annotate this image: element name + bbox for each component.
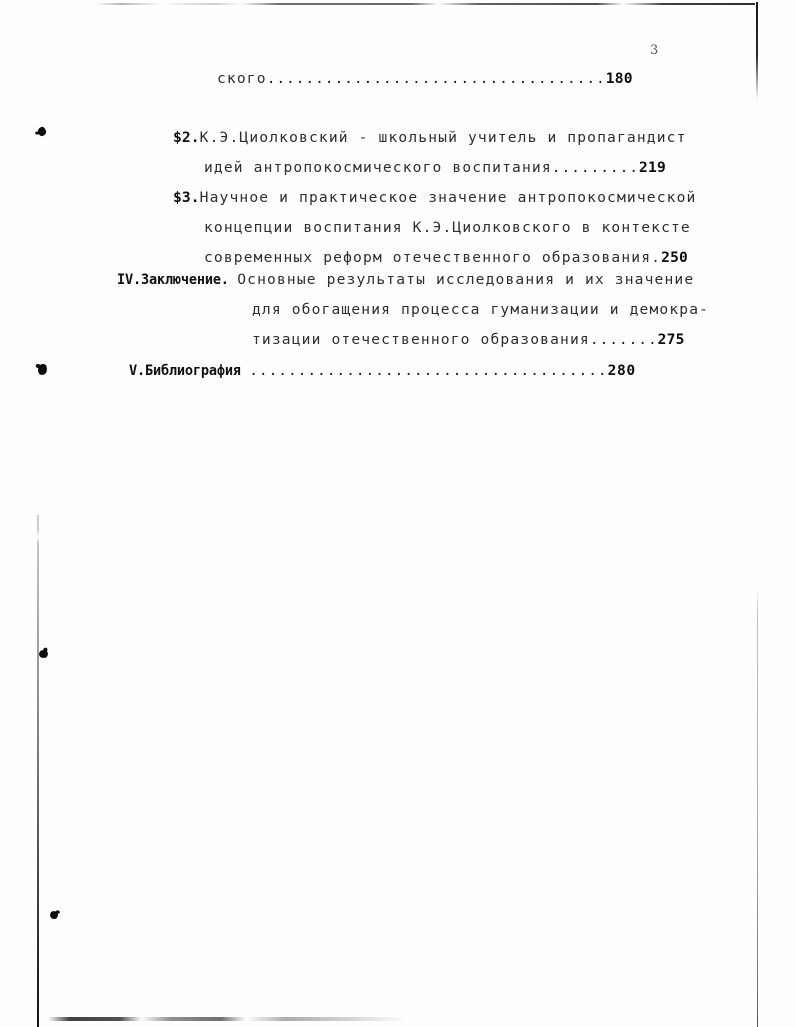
toc-entry-text: К.Э.Циолковский - школьный учитель и пропагандист [199, 129, 687, 146]
ink-mark-icon [49, 910, 60, 921]
toc-entry-label: $3. [173, 189, 200, 206]
toc-entry-text: для обогащения процесса гуманизации и демокра- [252, 301, 710, 318]
toc-dot-leader: ................................... [266, 70, 606, 87]
toc-page-number: 250 [661, 249, 689, 266]
page-number: 3 [650, 43, 659, 58]
toc-entry-text: Основные результаты исследования и их значение [237, 271, 695, 288]
toc-entry-text: концепции воспитания К.Э.Циолковского в контексте [204, 219, 691, 236]
scan-edge-line-right-upper-icon [756, 2, 758, 100]
scan-edge-line-top-icon [95, 3, 755, 5]
toc-entry-continuation [204, 220, 691, 235]
toc-dot-leader: ..................................... [249, 362, 608, 379]
toc-entry-text: современных реформ отечественного образования. [204, 249, 662, 266]
toc-entry-continuation [204, 250, 688, 265]
toc-page-number: 275 [657, 331, 685, 348]
toc-entry-text: идей антропокосмического воспитания [204, 159, 552, 176]
toc-page-number: 219 [638, 159, 666, 176]
toc-entry-continuation [252, 332, 685, 347]
scan-binding-line-left-icon [37, 515, 39, 1027]
toc-entry-continuation [204, 160, 666, 175]
scan-edge-line-right-lower-icon [757, 588, 758, 1027]
toc-entry-conclusion [117, 272, 694, 287]
toc-page-number: 280 [607, 362, 636, 379]
ink-mark-icon [38, 649, 48, 658]
toc-entry-continuation [217, 71, 633, 86]
toc-entry-label: $2. [173, 129, 200, 146]
toc-entry-text: тизации отечественного образования [252, 331, 590, 348]
toc-entry-text: ского [217, 70, 267, 87]
scan-smudge-bottom-icon [48, 1017, 408, 1021]
toc-entry-continuation [252, 302, 709, 317]
toc-entry-label: IV.Заключение. [117, 271, 229, 288]
ink-mark-icon [37, 363, 48, 376]
toc-entry-section-2 [173, 130, 687, 145]
toc-entry-bibliography [129, 363, 636, 378]
toc-dot-leader: ......... [551, 159, 639, 176]
toc-page-number: 180 [605, 70, 633, 87]
toc-entry-label: V.Библиография [129, 362, 241, 379]
toc-entry-text: Научное и практическое значение антропокосмической [199, 189, 697, 206]
ink-mark-icon [37, 126, 47, 137]
toc-entry-section-3 [173, 190, 696, 205]
toc-dot-leader: ....... [589, 331, 658, 348]
